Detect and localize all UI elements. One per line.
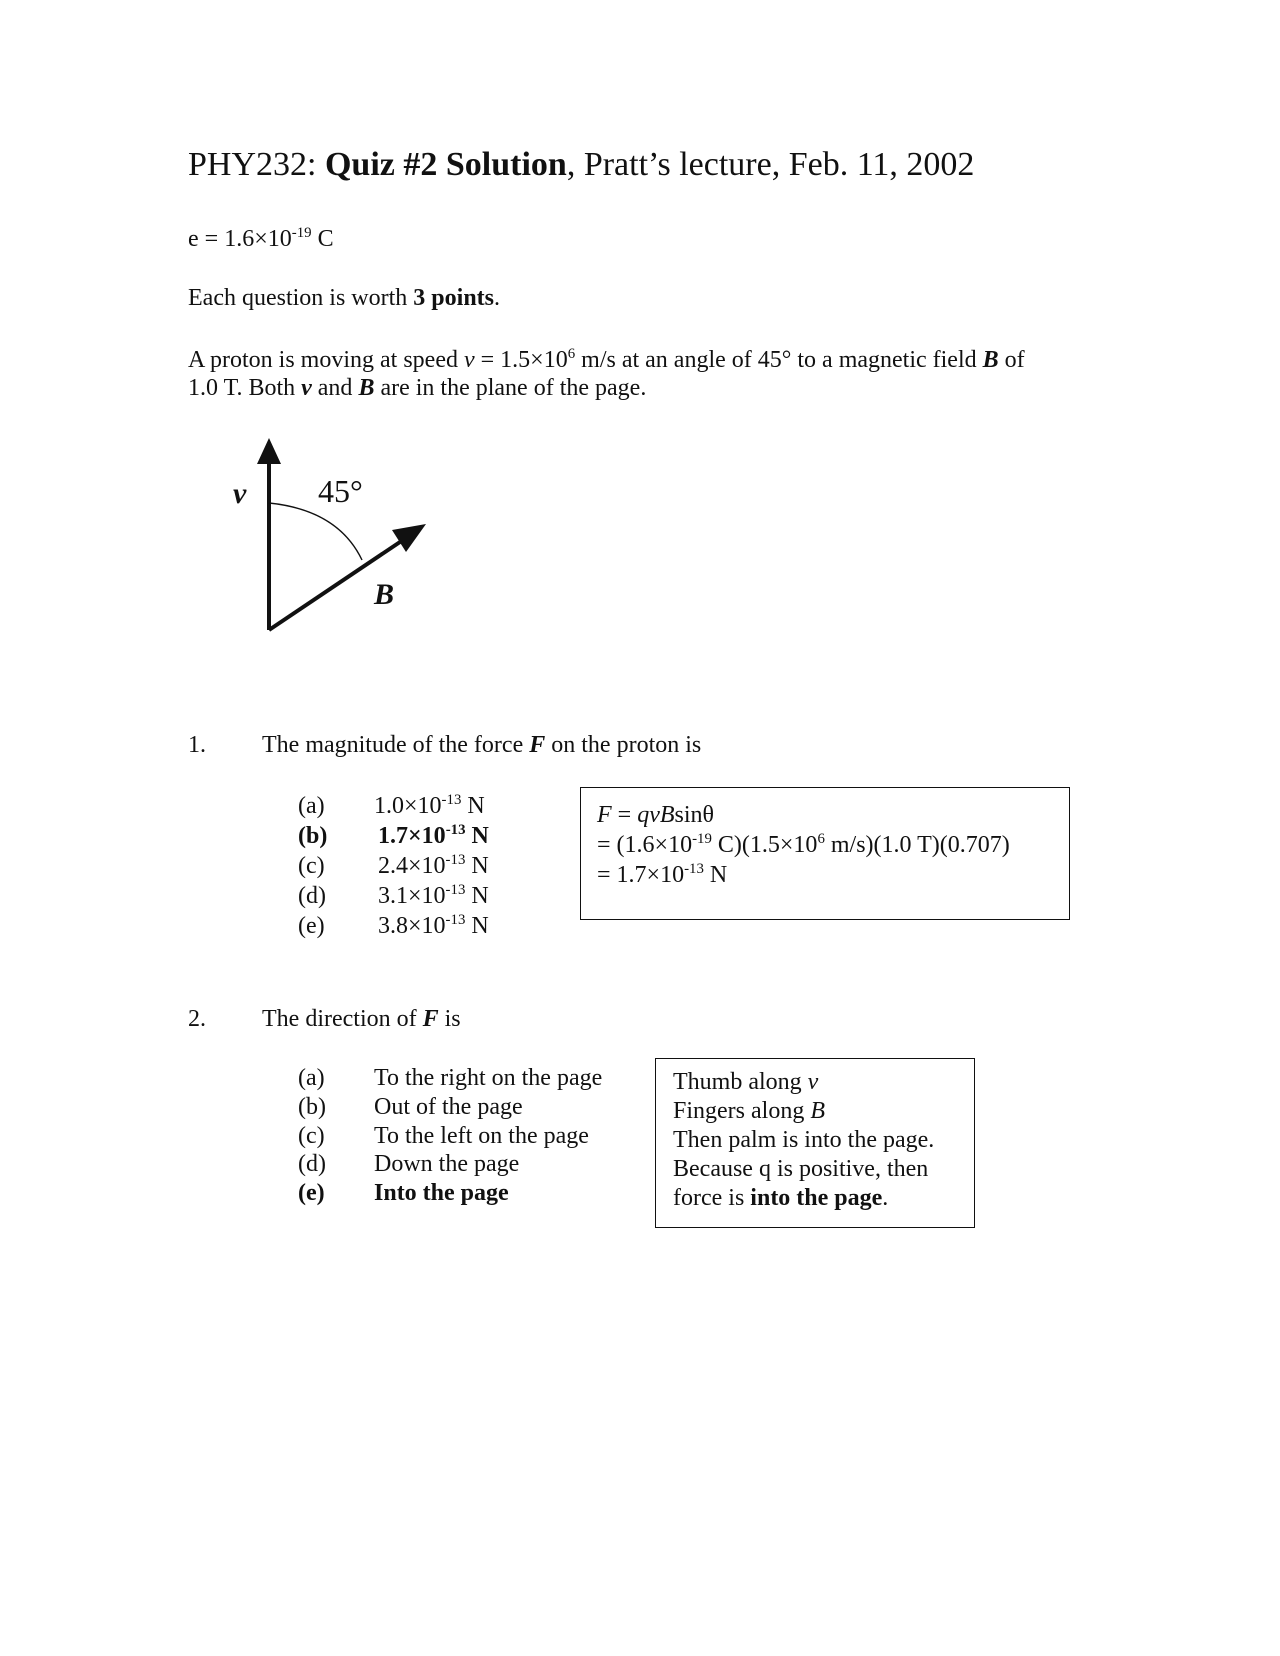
q1-solution-box: [580, 787, 1070, 920]
q2-option-b-text: Out of the page: [374, 1094, 523, 1120]
angle-label: 45°: [318, 473, 363, 509]
q2-option-e-letter: (e): [298, 1180, 325, 1206]
q1-option-a-letter: (a): [298, 793, 325, 819]
points-statement: Each question is worth 3 points.: [188, 285, 500, 311]
page-title: [188, 146, 974, 184]
q2-option-b-letter: (b): [298, 1094, 326, 1120]
vector-diagram: [220, 430, 440, 640]
problem-line-2: 1.0 T. Both v and B are in the plane of the page.: [188, 375, 647, 401]
q2-option-c-letter: (c): [298, 1123, 325, 1149]
q1-option-c-letter: (c): [298, 853, 325, 879]
q2-question: The direction of F is: [262, 1006, 461, 1032]
q2-solution-line-5: force is into the page.: [673, 1185, 889, 1211]
q2-option-d-letter: (d): [298, 1151, 326, 1177]
course-code: PHY232:: [188, 146, 317, 183]
q1-option-d-letter: (d): [298, 883, 326, 909]
q1-solution-line-1: F = qvBsinθ: [597, 802, 715, 828]
q1-option-e-letter: (e): [298, 913, 325, 939]
q1-question: The magnitude of the force F on the proton is: [262, 732, 702, 758]
b-arrowhead-icon: [392, 524, 426, 552]
b-label: B: [374, 578, 395, 611]
angle-arc: [269, 503, 362, 560]
charge-constant: $e = 1.6\times 10^{-19}$ C: [188, 224, 334, 252]
q1-option-b-value: $1.7\times 10^{-13}$ N: [378, 821, 489, 849]
q2-option-a-letter: (a): [298, 1065, 325, 1091]
q2-option-a-text: To the right on the page: [374, 1065, 603, 1091]
q1-option-a-value: $1.0\times 10^{-13}$ N: [374, 791, 485, 819]
q1-number: 1.: [188, 732, 206, 758]
q2-option-e-text: Into the page: [374, 1180, 509, 1206]
q2-solution-line-2: Fingers along B: [673, 1098, 825, 1124]
q2-option-d-text: Down the page: [374, 1151, 520, 1177]
v-arrowhead-icon: [257, 438, 281, 464]
q2-solution-box: [655, 1058, 975, 1228]
q1-option-c-value: $2.4\times 10^{-13}$ N: [378, 851, 489, 879]
v-label: v: [233, 477, 247, 510]
q2-solution-line-1: Thumb along v: [673, 1069, 819, 1095]
q2-option-c-text: To the left on the page: [374, 1123, 589, 1149]
q1-option-e-value: $3.8\times 10^{-13}$ N: [378, 911, 489, 939]
q2-solution-line-4: Because q is positive, then: [673, 1156, 929, 1182]
q2-number: 2.: [188, 1006, 206, 1032]
problem-line-1: A proton is moving at speed $v = 1.5\times 10^6$ m/s at an angle of 45° to a magnetic field B of: [188, 345, 1025, 373]
q1-option-d-value: $3.1\times 10^{-13}$ N: [378, 881, 489, 909]
q1-option-b-letter: (b): [298, 823, 328, 849]
q2-solution-line-3: Then palm is into the page.: [673, 1127, 935, 1153]
title-rest: , Pratt’s lecture, Feb. 11, 2002: [566, 146, 975, 183]
quiz-title: Quiz #2 Solution: [324, 146, 567, 183]
q1-solution-line-3: = $1.7\times 10^{-13}$ N: [597, 860, 728, 888]
q1-solution-line-2: = ($1.6\times 10^{-19}$ $C)(1.5\times 10^6$ m/s)(1.0 T)(0.707): [597, 830, 1010, 858]
